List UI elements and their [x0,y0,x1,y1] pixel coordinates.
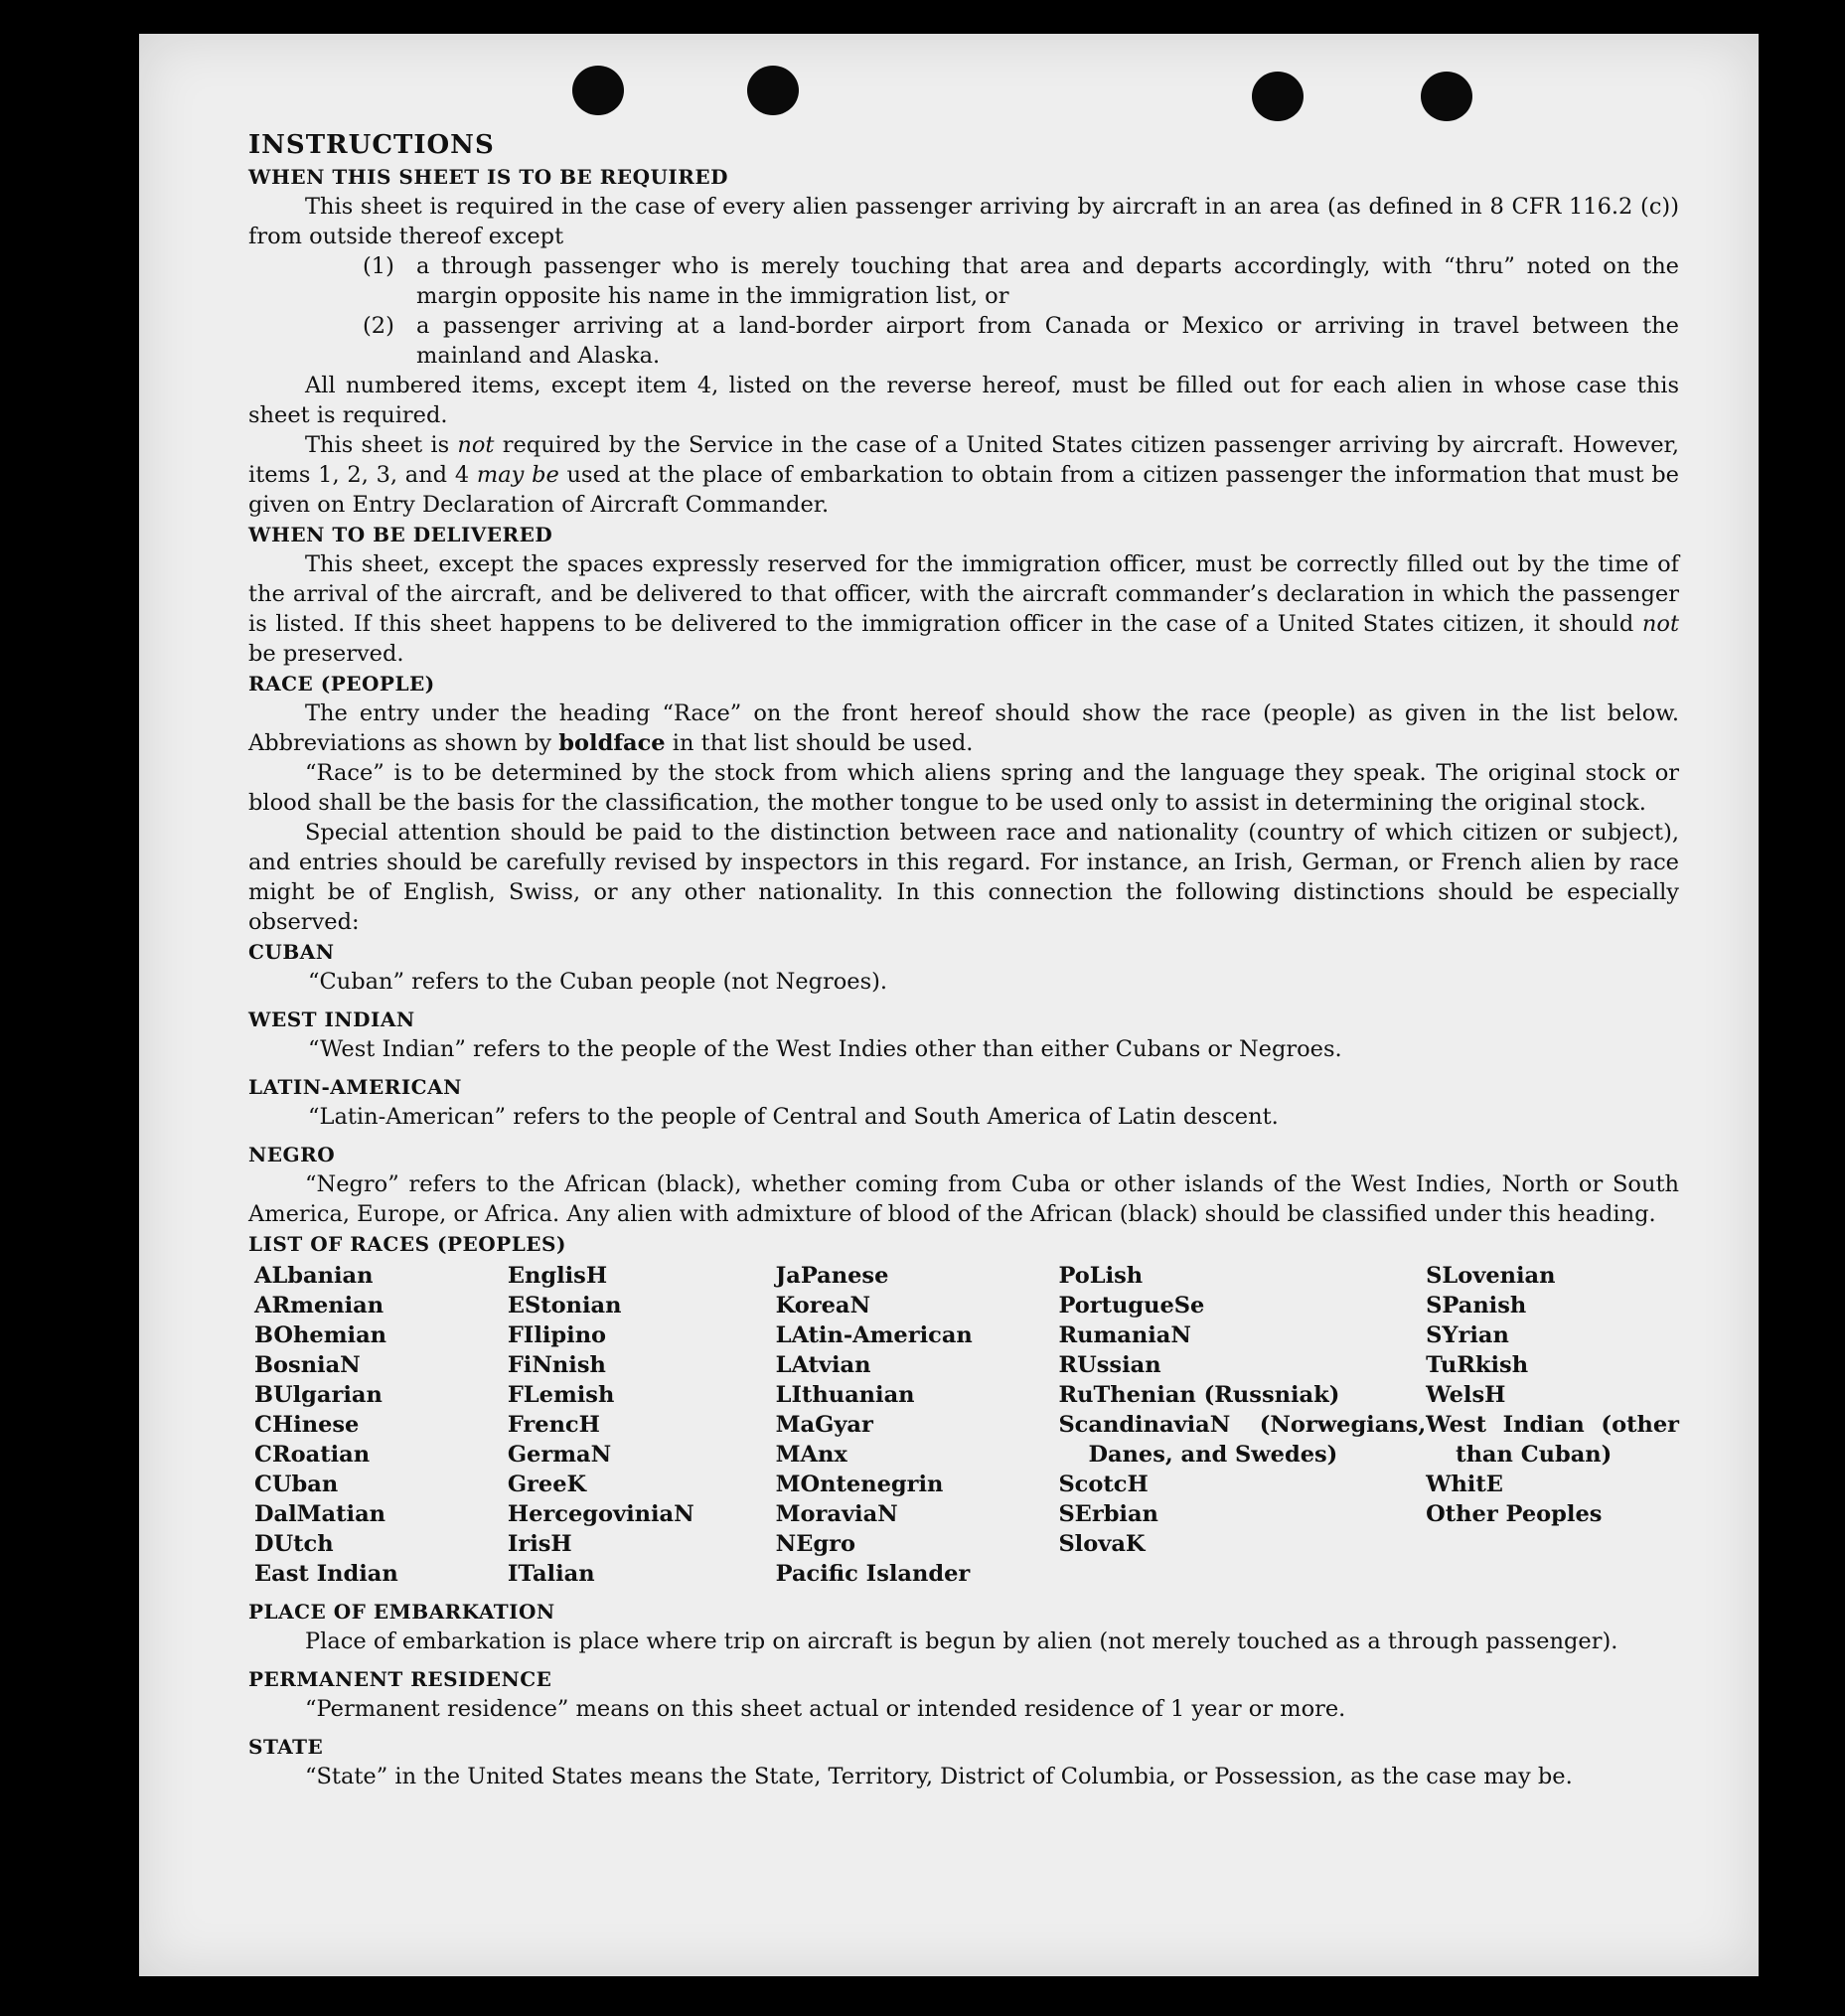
race-item: FIlipino [507,1322,607,1348]
race-item: KoreaN [775,1293,871,1318]
race-item: MaGyar [775,1412,873,1438]
race-item: Other Peoples [1426,1501,1603,1527]
race-item: GermaN [507,1442,612,1468]
document-page [139,34,1759,1976]
race-item: ScotcH [1058,1472,1149,1497]
race-item: SErbian [1058,1501,1158,1527]
race-item: LIthuanian [775,1382,915,1408]
race-item: PortugueSe [1058,1293,1205,1318]
race-item: JaPanese [775,1263,889,1289]
section-heading: WHEN THIS SHEET IS TO BE REQUIRED [248,165,728,189]
paragraph: This sheet is required in the case of every alien passenger arriving by aircraft in an area (as defined in 8 CFR 116.2 (c)) from outside thereof except [248,194,1679,249]
paragraph: This sheet is not required by the Service in the case of a United States citizen passenger arriving by aircraft. However, items 1, 2, 3, and 4 may be used at the place of embarkation to obtain from a citizen passenger the information that must be given on Entry Declaration of Aircraft Commander. [248,432,1679,518]
race-item: CHinese [254,1412,360,1438]
race-item: BosniaN [254,1352,361,1378]
race-item: BOhemian [254,1322,387,1348]
section-heading: NEGRO [248,1143,336,1166]
paragraph: “Cuban” refers to the Cuban people (not Negroes). [308,969,888,995]
race-item: DUtch [254,1531,334,1557]
race-item: MOntenegrin [775,1472,944,1497]
list-item [248,311,1679,371]
item-number: (1) [363,253,394,279]
race-item: MAnx [775,1442,847,1468]
section-heading: STATE [248,1735,324,1759]
race-item: PoLish [1058,1263,1144,1289]
paragraph: The entry under the heading “Race” on the front hereof should show the race (people) as given in the list below. Abbreviations as shown by boldface in that list should be used. [248,700,1679,756]
paragraph: “State” in the United States means the State, Territory, District of Columbia, or Possession, as the case may be. [305,1764,1573,1789]
page-title: INSTRUCTIONS [248,130,495,160]
race-item: DalMatian [254,1501,386,1527]
race-item: East Indian [254,1561,398,1587]
race-list [254,1261,1679,1589]
race-item: EnglisH [507,1263,608,1289]
punch-hole [1421,72,1472,121]
race-item: LAtvian [775,1352,871,1378]
race-column [1058,1261,1426,1589]
race-item: ARmenian [254,1293,384,1318]
race-item: TuRkish [1426,1352,1529,1378]
race-column [254,1261,508,1589]
instructions-content [248,128,1679,1791]
punch-hole [572,66,624,115]
race-item: HercegoviniaN [507,1501,694,1527]
race-item: Pacific Islander [775,1561,971,1587]
race-item: FiNnish [507,1352,606,1378]
race-item: BUlgarian [254,1382,383,1408]
race-item: RUssian [1058,1352,1161,1378]
race-column [508,1261,776,1589]
race-item: ScandinaviaN (Norwegians, Danes, and Swedes) [1058,1412,1427,1468]
paragraph: Place of embarkation is place where trip on aircraft is begun by alien (not merely touched as a through passenger). [305,1628,1618,1654]
punch-hole [747,66,799,115]
race-item: SPanish [1426,1293,1527,1318]
race-item: EStonian [507,1293,622,1318]
race-item: LAtin-American [775,1322,973,1348]
race-item: SLovenian [1426,1263,1556,1289]
race-item: IrisH [507,1531,572,1557]
paragraph: “Latin-American” refers to the people of Central and South America of Latin descent. [308,1104,1279,1130]
punch-hole [1252,72,1304,121]
section-heading: CUBAN [248,940,335,964]
race-item: ALbanian [254,1263,374,1289]
section-heading: WEST INDIAN [248,1008,415,1031]
section-heading: LATIN-AMERICAN [248,1075,462,1099]
paragraph: “Permanent residence” means on this sheet actual or intended residence of 1 year or more. [305,1696,1346,1722]
race-item: WhitE [1426,1472,1503,1497]
race-item: CUban [254,1472,339,1497]
section-heading: PLACE OF EMBARKATION [248,1600,555,1624]
section-heading: RACE (PEOPLE) [248,672,435,696]
section-heading: PERMANENT RESIDENCE [248,1667,552,1691]
race-item: West Indian (other than Cuban) [1426,1412,1679,1468]
item-text: a through passenger who is merely touching that area and departs accordingly, with “thru” noted on the margin opposite his name in the immigration list, or [416,253,1679,309]
race-item: FrencH [507,1412,600,1438]
race-item: SYrian [1426,1322,1509,1348]
paragraph: Special attention should be paid to the distinction between race and nationality (country of which citizen or subject), and entries should be carefully revised by inspectors in this regard. For instance, an Irish, German, or French alien by race might be of English, Swiss, or any other nationality. In this connection the following distinctions should be especially observed: [248,820,1679,935]
item-number: (2) [363,313,394,339]
race-item: GreeK [507,1472,587,1497]
section-heading: LIST OF RACES (PEOPLES) [248,1232,566,1256]
race-column [1426,1261,1679,1589]
paragraph: All numbered items, except item 4, listed on the reverse hereof, must be filled out for each alien in whose case this sheet is required. [248,373,1679,428]
paragraph: This sheet, except the spaces expressly reserved for the immigration officer, must be correctly filled out by the time of the arrival of the aircraft, and be delivered to that officer, with the aircraft commander’s declaration in which the passenger is listed. If this sheet happens to be delivered to the immigration officer in the case of a United States citizen, it should not be preserved. [248,551,1679,667]
list-item [248,251,1679,311]
section-heading: WHEN TO BE DELIVERED [248,523,553,546]
race-item: RumaniaN [1058,1322,1191,1348]
race-column [776,1261,1059,1589]
race-item: MoraviaN [775,1501,898,1527]
item-text: a passenger arriving at a land-border airport from Canada or Mexico or arriving in travel between the mainland and Alaska. [416,313,1679,369]
race-item: RuThenian (Russniak) [1058,1382,1340,1408]
paragraph: “Race” is to be determined by the stock from which aliens spring and the language they speak. The original stock or blood shall be the basis for the classification, the mother tongue to be used only to assist in determining the original stock. [248,760,1679,816]
race-item: SlovaK [1058,1531,1146,1557]
race-item: FLemish [507,1382,615,1408]
race-item: ITalian [507,1561,595,1587]
race-item: WelsH [1426,1382,1506,1408]
paragraph: “West Indian” refers to the people of the West Indies other than either Cubans or Negroes. [308,1036,1342,1062]
race-item: CRoatian [254,1442,371,1468]
race-item: NEgro [775,1531,855,1557]
paragraph: “Negro” refers to the African (black), whether coming from Cuba or other islands of the West Indies, North or South America, Europe, or Africa. Any alien with admixture of blood of the African (black) should be classified under this heading. [248,1171,1679,1227]
